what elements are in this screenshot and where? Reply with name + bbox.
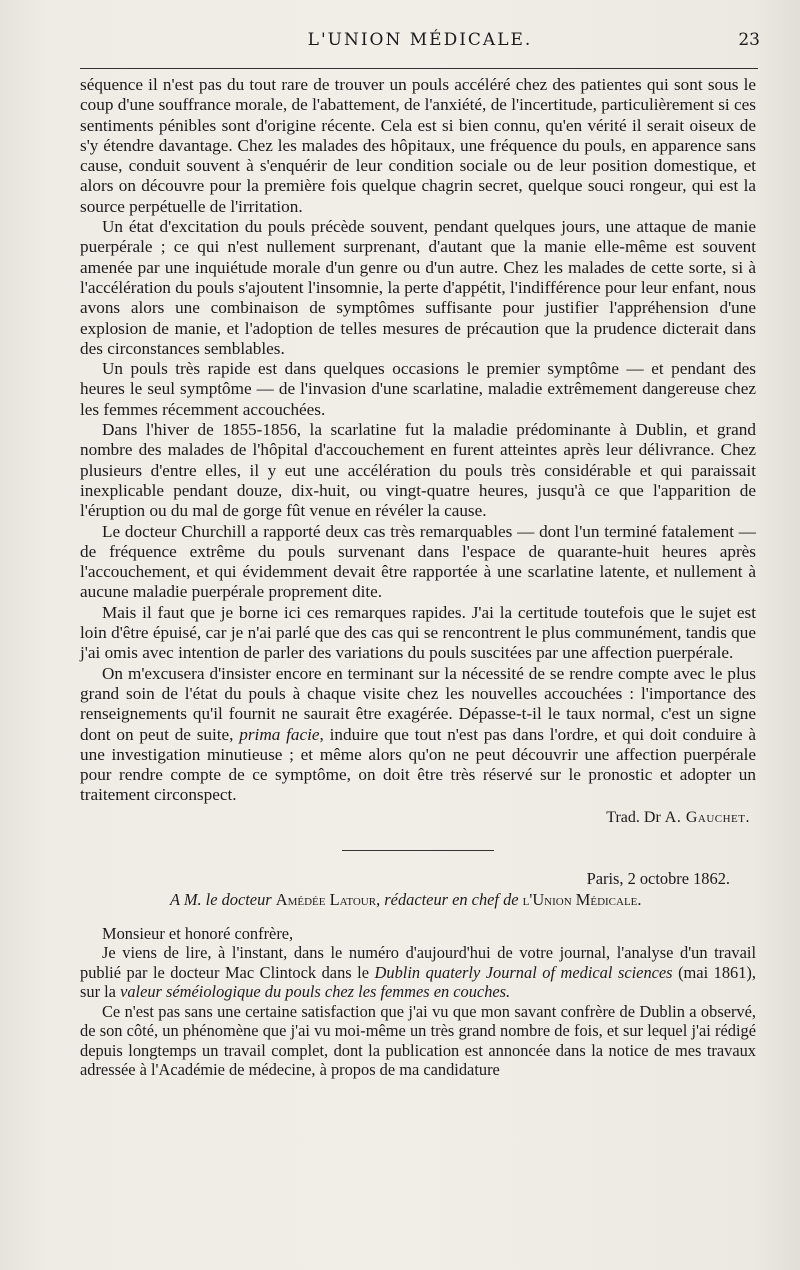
paragraph-text: , induire que tout n'est pas dans l'ordre, et qui doit conduire à une investigation minutieuse ; et même alors qu'on ne peut découvrir une affection puerpérale pour rendre compte de ce symptôme, on doit être très réservé sur le pronostic et adopter un traitement circonspect.	[80, 724, 757, 805]
translator-signature	[80, 808, 750, 828]
paragraph: Le docteur Churchill a rapporté deux cas très remarquables — dont l'un terminé fatalement — de fréquence extrême du pouls survenant dans l'espace de quarante-huit heures après l'accouchement, et qui évidemment devait être rapportée à une scarlatine latente, et nullement à aucune maladie puerpérale proprement dite.	[80, 521, 756, 602]
paragraph: Un état d'excitation du pouls précède souvent, pendant quelques jours, une attaque de manie puerpérale ; ce qui n'est nullement surprenant, d'autant que la manie elle-même est souvent amenée par une inquiétude morale d'un genre ou d'un autre. Chez les malades de cette sorte, si à l'accélération du pouls s'ajoutent l'insomnie, la perte d'appétit, l'indifférence pour leur enfant, nous avons alors une combinaison de symptômes suffisante pour justifier l'appréhension d'une explosion de manie, et l'adoption de telles mesures de précaution que la prudence dicterait dans des circonstances semblables.	[80, 217, 756, 358]
body-text	[80, 75, 756, 1080]
letter-paragraph: Ce n'est pas sans une certaine satisfaction que j'ai vu que mon savant confrère de Dublin a observé, de son côté, un phénomène que j'ai vu moi-même un très grand nombre de fois, et sur lequel j'ai rédigé depuis longtemps un travail complet, dont la publication est annoncée dans la notice de mes travaux adressée à l'Académie de médecine, à propos de ma candidature	[80, 1001, 756, 1080]
address-lead: A M. le docteur	[170, 890, 272, 910]
paragraph-text: On m'excusera d'insister encore en terminant sur la nécessité de se rendre compte avec le plus grand soin de l'état du pouls à chaque visite chez les nouvelles accouchées : l'importance des renseignements qu'il fournit ne saurait être exagérée. Dépasse-t-il le taux normal, c'est un signe dont on peut de suite,	[80, 663, 756, 744]
signature-title: Dr	[643, 808, 661, 826]
letter-address	[170, 890, 756, 910]
work-title: valeur séméiologique du pouls chez les femmes en couches.	[120, 982, 511, 1002]
page-header	[80, 30, 760, 58]
paragraph-text: (mai 1861), sur la	[80, 962, 756, 1002]
running-title: L'UNION MÉDICALE.	[307, 30, 533, 50]
section-separator	[342, 850, 494, 851]
paragraph: séquence il n'est pas du tout rare de trouver un pouls accéléré chez des patientes qui sont sous le coup d'une souffrance morale, de l'abattement, de l'anxiété, de l'incertitude, particulièrement si ces sentiments pénibles sont d'origine récente. Cela est si bien connu, qu'en vérité il serait oiseux de s'y étendre davantage. Chez les malades des hôpitaux, une fréquence du pouls, en apparence sans cause, conduit souvent à s'enquérir de leur condition sociale ou de leur position domestique, et alors on découvre pour la première fois quelque chagrin secret, quelque souci rongeur, qui est la source perpétuelle de l'irritation.	[80, 75, 756, 216]
letter-paragraph	[80, 943, 756, 1002]
address-name: Amédée Latour,	[275, 890, 381, 910]
header-rule	[80, 68, 758, 69]
italic-phrase: prima facie	[239, 724, 320, 744]
journal-title: Dublin quaterly Journal of medical sciences	[374, 962, 673, 982]
letter	[80, 869, 756, 1080]
address-journal: l'Union Médicale.	[522, 890, 642, 910]
paragraph: Mais il faut que je borne ici ces remarques rapides. J'ai la certitude toutefois que le sujet est loin d'être épuisé, car je n'ai parlé que des cas qui se rencontrent le plus communément, tandis que j'ai omis avec intention de parler des variations du pouls suscitées par une affection puerpérale.	[80, 602, 756, 663]
address-middle: rédacteur en chef de	[384, 890, 519, 910]
page-number: 23	[738, 30, 760, 50]
paragraph: Un pouls très rapide est dans quelques occasions le premier symptôme — et pendant des heures le seul symptôme — de l'invasion d'une scarlatine, maladie extrêmement dangereuse chez les femmes récemment accouchées.	[80, 359, 756, 419]
paragraph: Dans l'hiver de 1855-1856, la scarlatine fut la maladie prédominante à Dublin, et grand nombre des malades de l'hôpital d'accouchement en furent atteintes après leur délivrance. Chez plusieurs d'entre elles, il y eut une accélération du pouls très considérable et qui paraissait inexplicable pendant douze, dix-huit, ou vingt-quatre heures, jusqu'à ce que l'apparition de l'éruption ou du mal de gorge fût venue en révéler la cause.	[80, 420, 756, 521]
letter-salutation: Monsieur et honoré confrère,	[102, 923, 294, 943]
signature-prefix: Trad.	[606, 808, 640, 826]
letter-dateline: Paris, 2 octobre 1862.	[586, 868, 730, 888]
paragraph-final	[80, 664, 756, 806]
paragraph-text: Je viens de lire, à l'instant, dans le numéro d'aujourd'hui de votre journal, l'analyse d'un travail publié par le docteur Mac Clintock dans le	[80, 943, 756, 982]
signature-name: A. Gauchet.	[664, 808, 750, 826]
